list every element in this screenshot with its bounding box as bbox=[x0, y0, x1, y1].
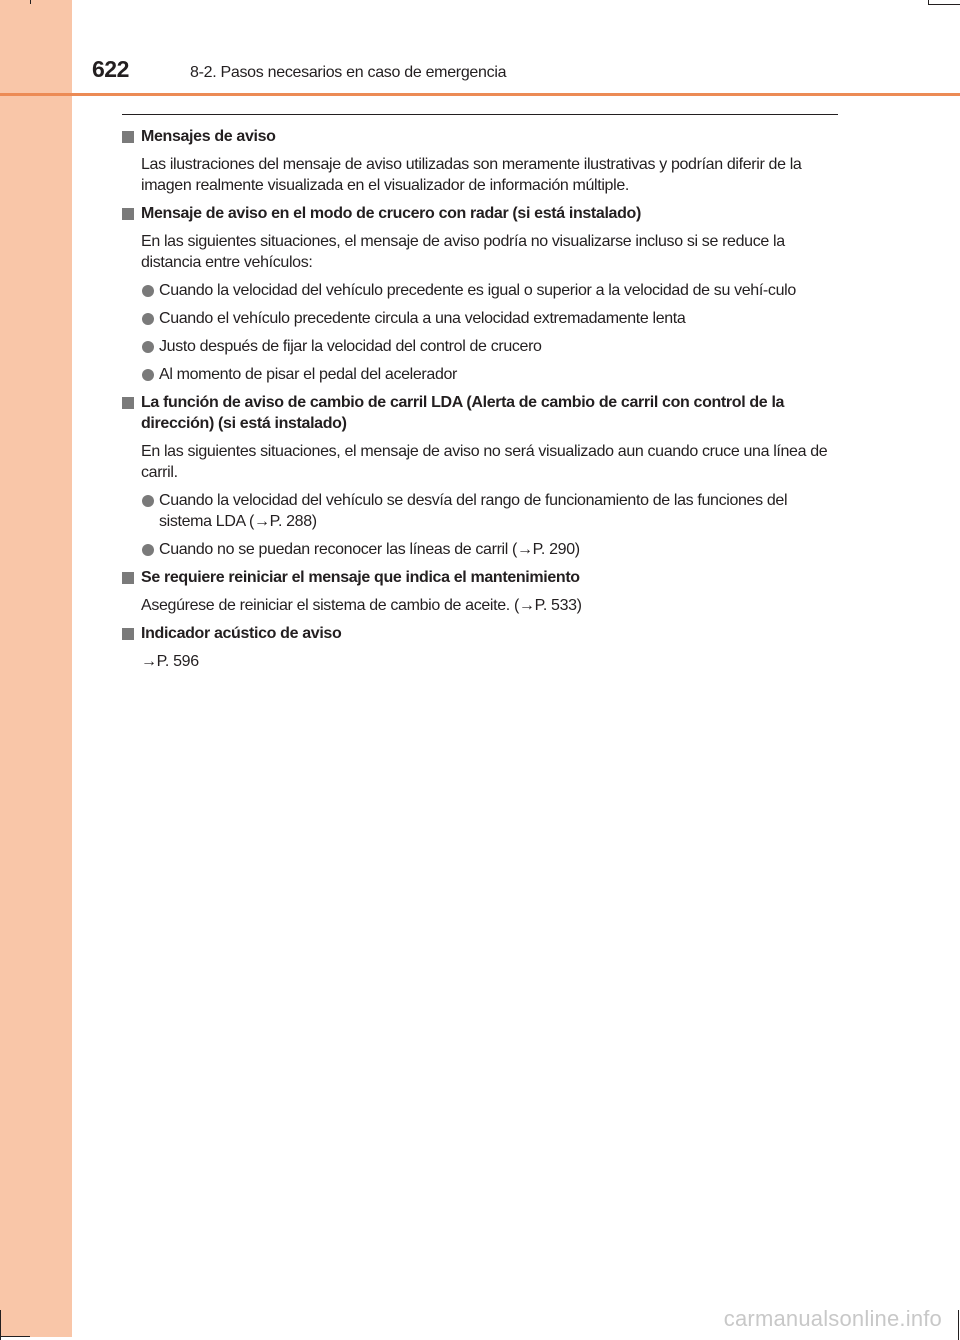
circle-icon bbox=[142, 341, 154, 353]
section-heading-text: Indicador acústico de aviso bbox=[141, 625, 342, 642]
section-paragraph: Las ilustraciones del mensaje de aviso utilizadas son meramente ilustrativas y podrían diferir de la imagen realmente visualizada en el visualizador de información múltiple. bbox=[141, 156, 802, 194]
section-heading bbox=[122, 623, 838, 644]
list-item bbox=[141, 490, 838, 532]
section-crucero-radar bbox=[122, 203, 838, 385]
section-lda bbox=[122, 392, 838, 560]
crop-mark bbox=[958, 1310, 959, 1340]
list-item bbox=[141, 280, 838, 301]
list-item-text: Cuando no se puedan reconocer las líneas de carril (→P. 290) bbox=[159, 541, 580, 558]
list-item bbox=[141, 539, 838, 560]
page-number: 622 bbox=[92, 56, 129, 82]
list-item-text: Justo después de fijar la velocidad del control de crucero bbox=[159, 338, 542, 355]
crop-mark bbox=[0, 1336, 30, 1337]
circle-icon bbox=[142, 313, 154, 325]
chapter-title: 8-2. Pasos necesarios en caso de emergencia bbox=[190, 64, 507, 81]
page-reference: →P. 596 bbox=[141, 653, 199, 670]
page-content bbox=[122, 126, 838, 679]
watermark: carmanualsonline.info bbox=[723, 1306, 942, 1331]
section-heading-text: Mensajes de aviso bbox=[141, 128, 276, 145]
circle-icon bbox=[142, 369, 154, 381]
list-item bbox=[141, 336, 838, 357]
list-item bbox=[141, 364, 838, 385]
square-icon bbox=[122, 208, 134, 220]
section-heading-text: La función de aviso de cambio de carril LDA (Alerta de cambio de carril con control de la dirección) (si está instalado) bbox=[141, 394, 785, 432]
section-heading-text: Mensaje de aviso en el modo de crucero con radar (si está instalado) bbox=[141, 205, 641, 222]
section-heading bbox=[122, 203, 838, 224]
list-item bbox=[141, 308, 838, 329]
section-heading-text: Se requiere reiniciar el mensaje que indica el mantenimiento bbox=[141, 569, 580, 586]
section-heading bbox=[122, 392, 838, 434]
section-paragraph: En las siguientes situaciones, el mensaje de aviso podría no visualizarse incluso si se reduce la distancia entre vehículos: bbox=[141, 233, 785, 271]
square-icon bbox=[122, 572, 134, 584]
square-icon bbox=[122, 131, 134, 143]
section-heading bbox=[122, 126, 838, 147]
list-item-text: Al momento de pisar el pedal del acelerador bbox=[159, 366, 458, 383]
section-mantenimiento bbox=[122, 567, 838, 616]
section-mensajes-de-aviso bbox=[122, 126, 838, 196]
square-icon bbox=[122, 397, 134, 409]
section-heading bbox=[122, 567, 838, 588]
side-color-band bbox=[0, 0, 72, 1337]
content-divider bbox=[122, 114, 838, 115]
section-paragraph: En las siguientes situaciones, el mensaje de aviso no será visualizado aun cuando cruce una línea de carril. bbox=[141, 443, 828, 481]
list-item-text: Cuando el vehículo precedente circula a una velocidad extremadamente lenta bbox=[159, 310, 686, 327]
square-icon bbox=[122, 628, 134, 640]
header-rule bbox=[0, 93, 960, 96]
section-indicador-acustico bbox=[122, 623, 838, 672]
list-item-text: Cuando la velocidad del vehículo se desvía del rango de funcionamiento de las funciones del sistema LDA (→P. 288) bbox=[159, 492, 788, 530]
section-paragraph: Asegúrese de reiniciar el sistema de cambio de aceite. (→P. 533) bbox=[141, 597, 582, 614]
crop-mark bbox=[928, 4, 960, 5]
circle-icon bbox=[142, 285, 154, 297]
crop-mark bbox=[30, 0, 31, 4]
circle-icon bbox=[142, 544, 154, 556]
circle-icon bbox=[142, 495, 154, 507]
list-item-text: Cuando la velocidad del vehículo precedente es igual o superior a la velocidad de su vehí-culo bbox=[159, 282, 796, 299]
